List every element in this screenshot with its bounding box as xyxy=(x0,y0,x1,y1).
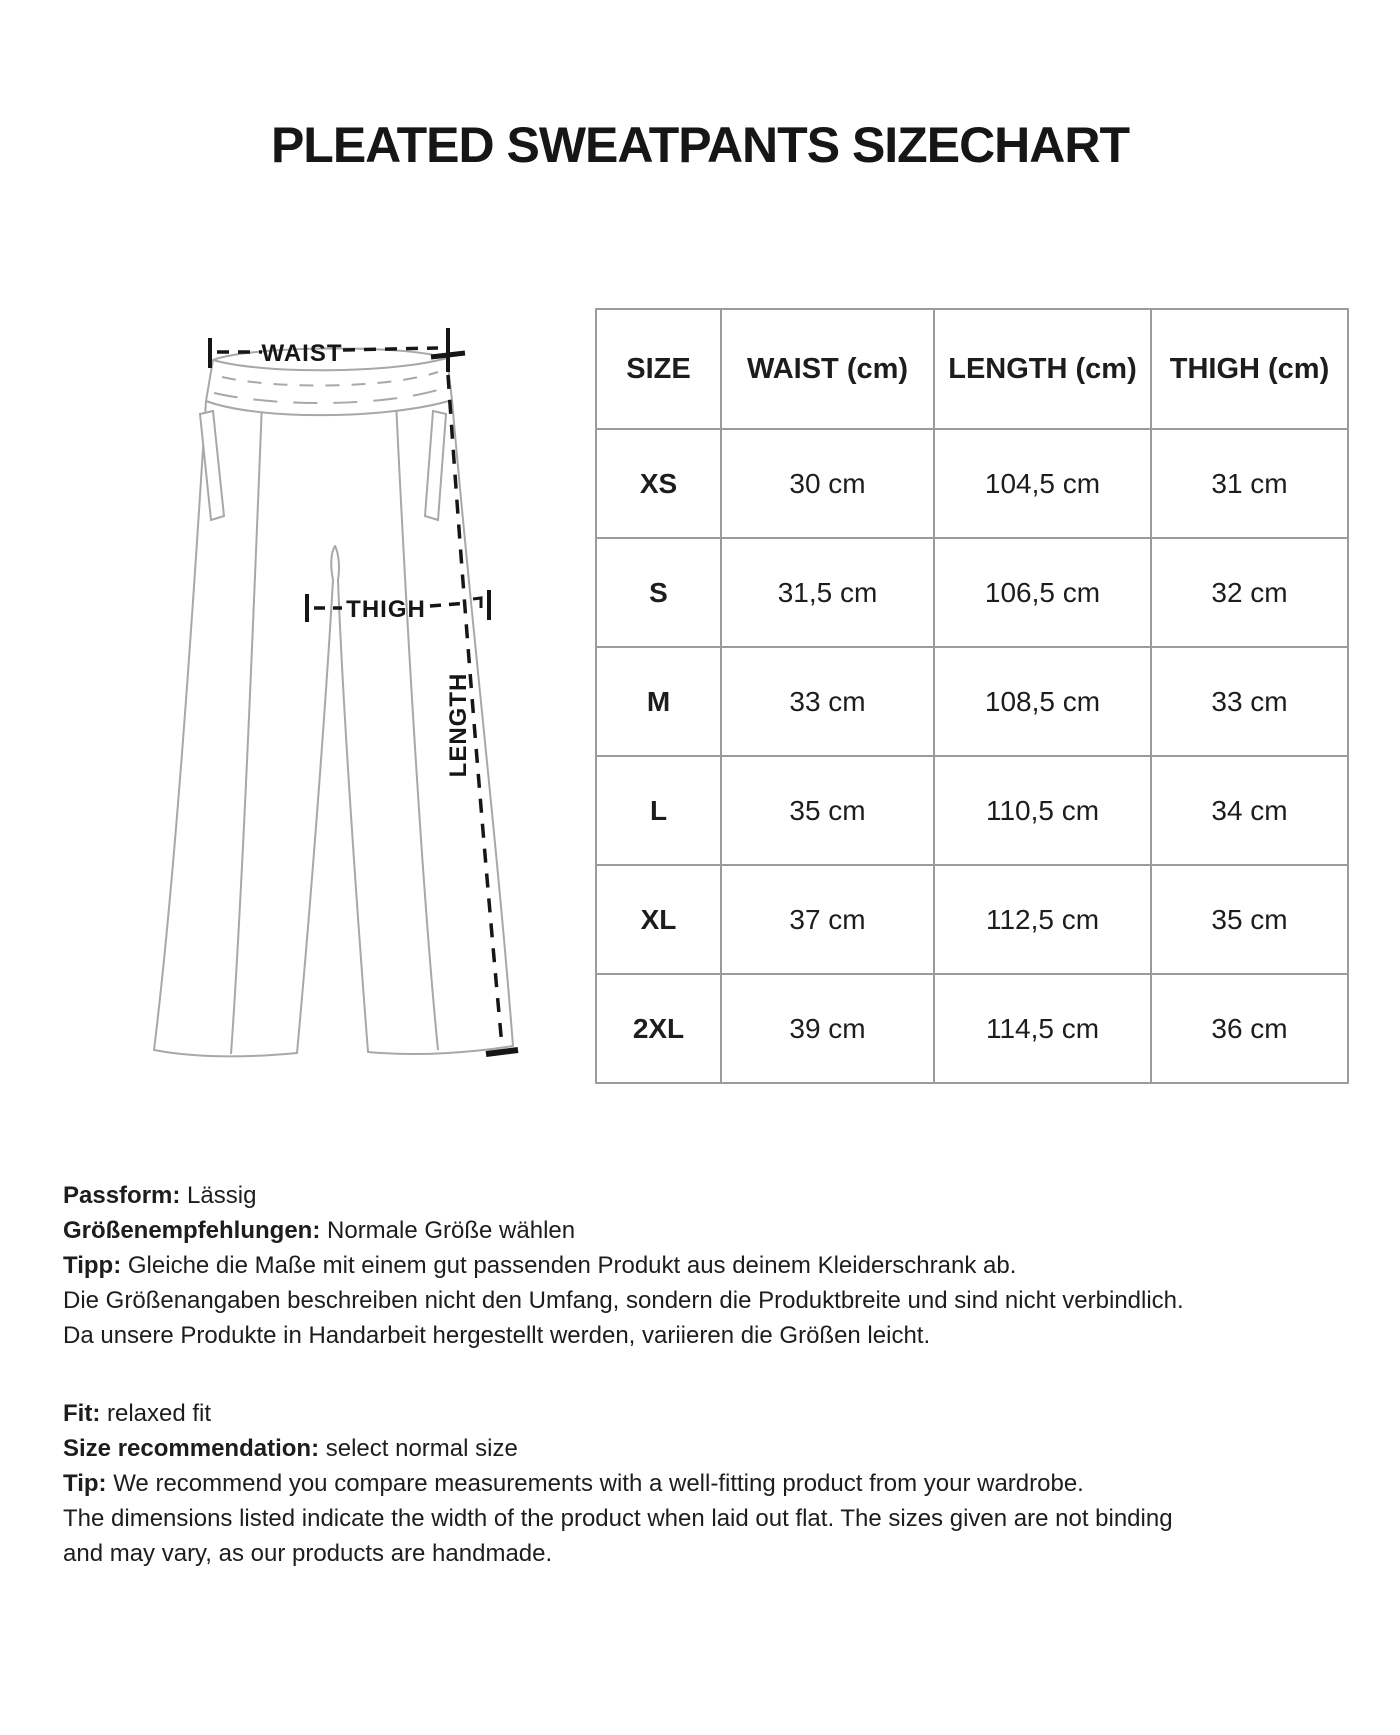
length-value: 112,5 cm xyxy=(934,865,1151,974)
table-row xyxy=(596,647,1348,756)
thigh-value: 36 cm xyxy=(1151,974,1348,1083)
note-label: Tipp: xyxy=(63,1252,122,1279)
note-text: Lässig xyxy=(180,1182,257,1209)
table-row xyxy=(596,756,1348,865)
note-text: Da unsere Produkte in Handarbeit hergestellt werden, variieren die Größen leicht. xyxy=(63,1322,931,1349)
thigh-value: 34 cm xyxy=(1151,756,1348,865)
note-label: Size recommendation: xyxy=(63,1435,320,1462)
col-header-waist: WAIST (cm) xyxy=(721,309,934,429)
size-value: S xyxy=(596,538,721,647)
waist-value: 39 cm xyxy=(721,974,934,1083)
size-value: XS xyxy=(596,429,721,538)
note-label: Tip: xyxy=(63,1470,107,1497)
table-row xyxy=(596,538,1348,647)
note-line xyxy=(63,1396,1173,1431)
note-text: The dimensions listed indicate the width of the product when laid out flat. The sizes given are not binding xyxy=(63,1505,1173,1532)
thigh-value: 35 cm xyxy=(1151,865,1348,974)
notes-german xyxy=(63,1178,1184,1353)
col-header-size: SIZE xyxy=(596,309,721,429)
note-line xyxy=(63,1318,1184,1353)
note-line xyxy=(63,1178,1184,1213)
note-text: Gleiche die Maße mit einem gut passenden Produkt aus deinem Kleiderschrank ab. xyxy=(121,1252,1017,1279)
note-label: Größenempfehlungen: xyxy=(63,1217,321,1244)
waist-value: 35 cm xyxy=(721,756,934,865)
pants-diagram xyxy=(90,280,540,1080)
size-value: M xyxy=(596,647,721,756)
table-row xyxy=(596,865,1348,974)
note-line xyxy=(63,1283,1184,1318)
note-line xyxy=(63,1536,1173,1571)
length-value: 110,5 cm xyxy=(934,756,1151,865)
size-value: L xyxy=(596,756,721,865)
notes-english xyxy=(63,1396,1173,1571)
thigh-label: THIGH xyxy=(346,596,426,623)
note-text: We recommend you compare measurements with a well-fitting product from your wardrobe. xyxy=(106,1470,1084,1497)
length-label: LENGTH xyxy=(445,672,472,778)
note-line xyxy=(63,1501,1173,1536)
col-header-length: LENGTH (cm) xyxy=(934,309,1151,429)
note-line xyxy=(63,1431,1173,1466)
length-value: 106,5 cm xyxy=(934,538,1151,647)
length-value: 104,5 cm xyxy=(934,429,1151,538)
waist-value: 37 cm xyxy=(721,865,934,974)
col-header-thigh: THIGH (cm) xyxy=(1151,309,1348,429)
thigh-value: 33 cm xyxy=(1151,647,1348,756)
note-text: Normale Größe wählen xyxy=(320,1217,576,1244)
thigh-value: 32 cm xyxy=(1151,538,1348,647)
note-line xyxy=(63,1466,1173,1501)
table-row xyxy=(596,429,1348,538)
waist-value: 33 cm xyxy=(721,647,934,756)
note-text: select normal size xyxy=(319,1435,518,1462)
waist-value: 30 cm xyxy=(721,429,934,538)
note-text: and may vary, as our products are handmade. xyxy=(63,1540,553,1567)
note-line xyxy=(63,1213,1184,1248)
note-label: Fit: xyxy=(63,1400,101,1427)
size-table xyxy=(595,308,1349,1084)
page-title: PLEATED SWEATPANTS SIZECHART xyxy=(270,117,1130,173)
size-value: 2XL xyxy=(596,974,721,1083)
note-text: relaxed fit xyxy=(100,1400,212,1427)
note-text: Die Größenangaben beschreiben nicht den Umfang, sondern die Produktbreite und sind nicht verbindlich. xyxy=(63,1287,1184,1314)
waist-value: 31,5 cm xyxy=(721,538,934,647)
length-value: 108,5 cm xyxy=(934,647,1151,756)
note-label: Passform: xyxy=(63,1182,181,1209)
note-line xyxy=(63,1248,1184,1283)
size-table-header-row xyxy=(596,309,1348,429)
size-value: XL xyxy=(596,865,721,974)
thigh-value: 31 cm xyxy=(1151,429,1348,538)
length-value: 114,5 cm xyxy=(934,974,1151,1083)
waist-label: WAIST xyxy=(261,340,343,367)
table-row xyxy=(596,974,1348,1083)
